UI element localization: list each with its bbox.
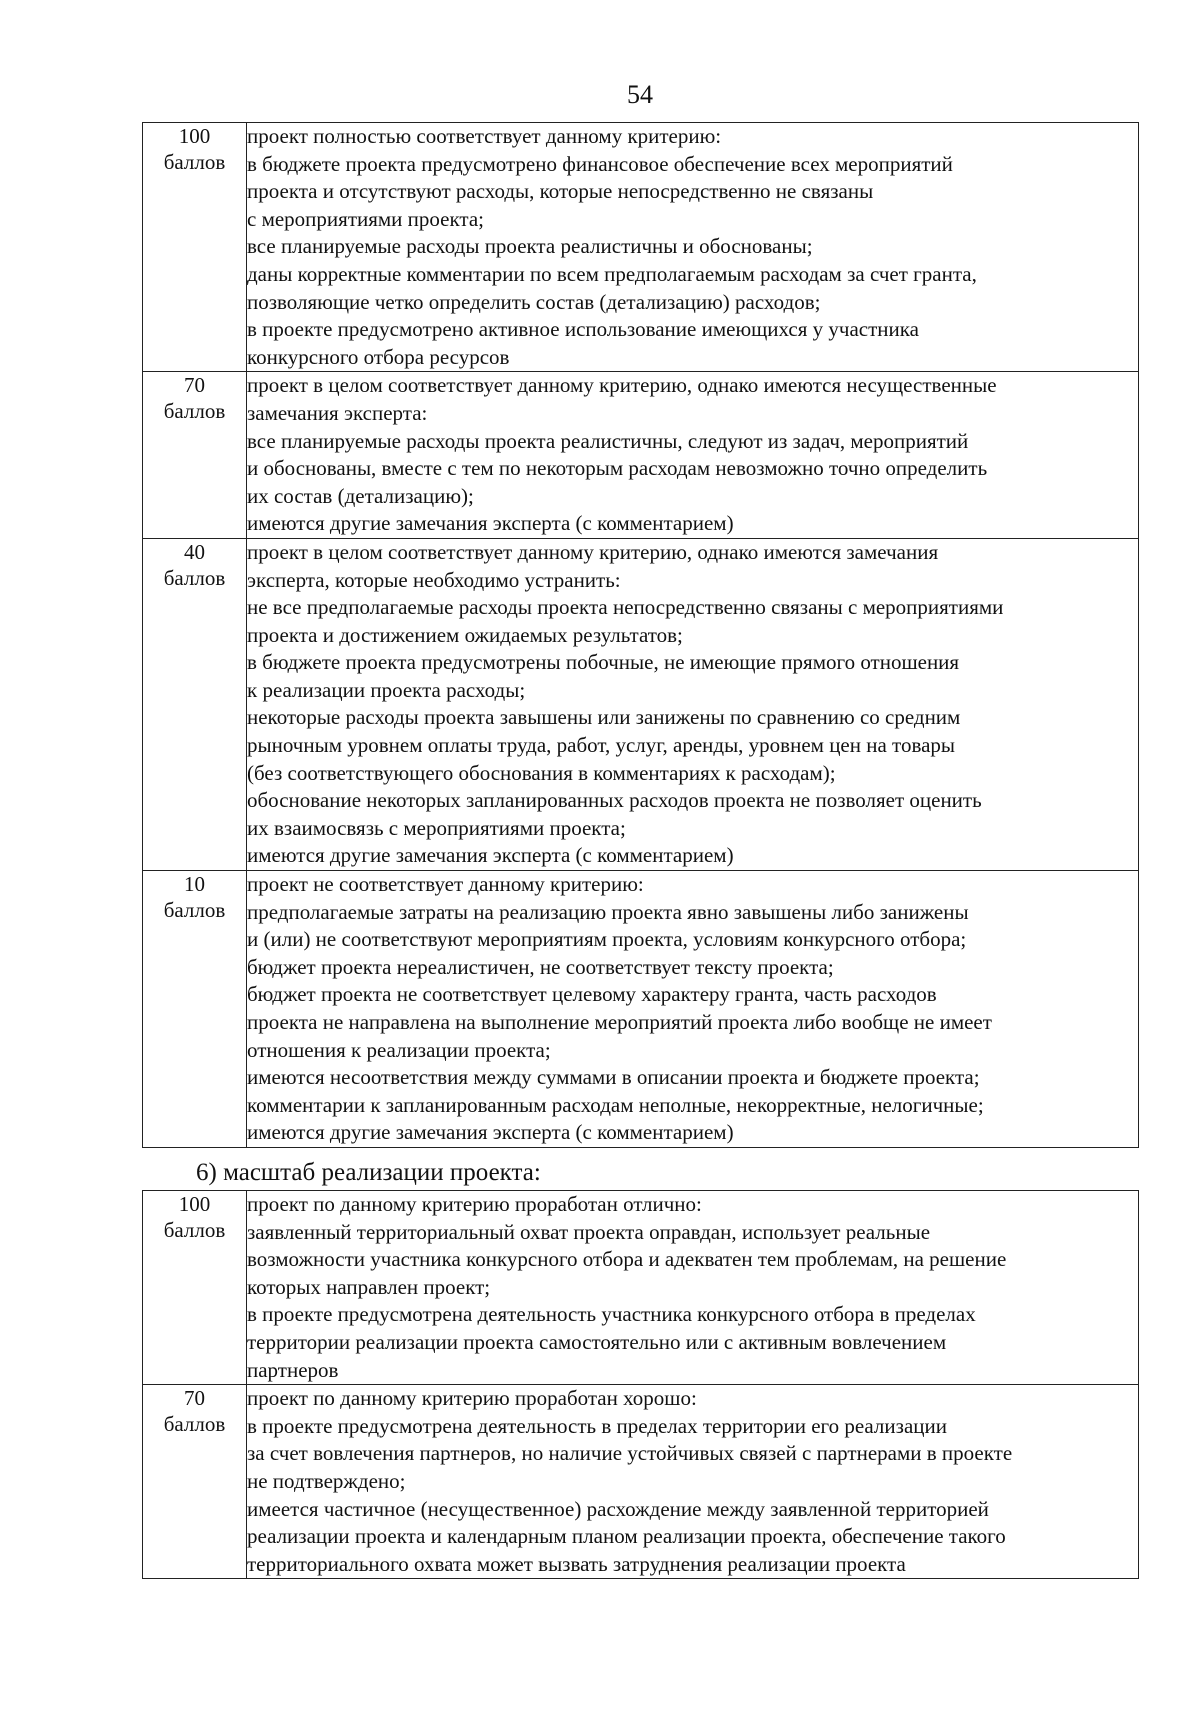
description-line: имеются другие замечания эксперта (с комментарием) <box>247 511 734 536</box>
description-line: эксперта, которые необходимо устранить: <box>247 567 621 592</box>
score-unit: баллов <box>163 150 226 174</box>
description-line: имеются несоответствия между суммами в описании проекта и бюджете проекта; <box>247 1065 980 1090</box>
description-line: отношения к реализации проекта; <box>247 1037 551 1062</box>
description-cell <box>247 372 1139 539</box>
description-line: заявленный территориальный охват проекта оправдан, использует реальные <box>247 1219 931 1244</box>
score-value: 70 <box>184 373 205 398</box>
score-unit: баллов <box>163 898 226 923</box>
description-line: проект полностью соответствует данному критерию: <box>247 124 722 148</box>
description-line: за счет вовлечения партнеров, но наличие устойчивых связей с партнерами в проекте <box>247 1441 1013 1466</box>
score-value: 70 <box>184 1386 205 1411</box>
description-line: некоторые расходы проекта завышены или занижены по сравнению со средним <box>247 705 961 730</box>
criteria-row <box>143 871 1139 1148</box>
description-line: к реализации проекта расходы; <box>247 677 526 702</box>
budget-criteria-table <box>142 122 1139 1148</box>
description-line: замечания эксперта: <box>247 400 428 425</box>
description-line: не все предполагаемые расходы проекта непосредственно связаны с мероприятиями <box>247 595 1004 620</box>
description-cell <box>247 1385 1139 1579</box>
score-unit: баллов <box>163 565 226 590</box>
description-line: проекта и отсутствуют расходы, которые непосредственно не связаны <box>247 179 874 204</box>
description-line: все планируемые расходы проекта реалистичны, следуют из задач, мероприятий <box>247 428 969 453</box>
description-line: и (или) не соответствуют мероприятиям проекта, условиям конкурсного отбора; <box>247 927 967 952</box>
description-line: в проекте предусмотрена деятельность в пределах территории его реализации <box>247 1413 947 1438</box>
score-cell <box>143 372 247 539</box>
score-cell <box>143 871 247 1148</box>
description-line: в проекте предусмотрена деятельность участника конкурсного отбора в пределах <box>247 1302 976 1327</box>
criteria-row <box>143 372 1139 539</box>
description-line: бюджет проекта не соответствует целевому характеру гранта, часть расходов <box>247 982 937 1007</box>
score-unit: баллов <box>163 1218 226 1242</box>
description-line: не подтверждено; <box>247 1468 406 1493</box>
scale-criteria-table <box>142 1190 1139 1579</box>
description-line: в бюджете проекта предусмотрены побочные, не имеющие прямого отношения <box>247 650 960 675</box>
criteria-row <box>143 123 1139 372</box>
description-line: обоснование некоторых запланированных расходов проекта не позволяет оценить <box>247 788 982 813</box>
description-line: (без соответствующего обоснования в комментариях к расходам); <box>247 760 836 785</box>
description-cell <box>247 538 1139 870</box>
description-line: бюджет проекта нереалистичен, не соответствует тексту проекта; <box>247 954 834 979</box>
description-line: возможности участника конкурсного отбора и адекватен тем проблемам, на решение <box>247 1247 1007 1272</box>
description-line: проект не соответствует данному критерию: <box>247 872 644 897</box>
description-line: их состав (детализацию); <box>247 483 474 508</box>
description-cell <box>247 1191 1139 1385</box>
description-line: территории реализации проекта самостоятельно или с активным вовлечением <box>247 1329 947 1354</box>
criteria-row <box>143 1385 1139 1579</box>
score-cell <box>143 538 247 870</box>
page-number: 54 <box>627 80 653 109</box>
description-line: реализации проекта и календарным планом реализации проекта, обеспечение такого <box>247 1524 1006 1549</box>
description-line: даны корректные комментарии по всем предполагаемым расходам за счет гранта, <box>247 261 977 286</box>
description-line: партнеров <box>247 1357 339 1382</box>
description-line: имеются другие замечания эксперта (с комментарием) <box>247 843 734 868</box>
description-line: проект по данному критерию проработан хорошо: <box>247 1386 697 1411</box>
score-unit: баллов <box>163 399 226 424</box>
description-line: все планируемые расходы проекта реалистичны и обоснованы; <box>247 234 813 259</box>
description-cell <box>247 123 1139 372</box>
description-line: проект в целом соответствует данному критерию, однако имеются несущественные <box>247 373 997 398</box>
description-line: их взаимосвязь с мероприятиями проекта; <box>247 815 626 840</box>
score-value: 100 <box>178 1192 211 1216</box>
section-heading: 6) масштаб реализации проекта: <box>196 1159 541 1186</box>
score-unit: баллов <box>163 1412 226 1437</box>
score-cell <box>143 123 247 372</box>
table-body <box>143 1191 1139 1579</box>
description-line: с мероприятиями проекта; <box>247 206 484 231</box>
description-line: рыночным уровнем оплаты труда, работ, услуг, аренды, уровнем цен на товары <box>247 733 956 758</box>
description-line: проект в целом соответствует данному критерию, однако имеются замечания <box>247 539 939 564</box>
criteria-row <box>143 1191 1139 1385</box>
description-line: в проекте предусмотрено активное использование имеющихся у участника <box>247 317 919 342</box>
score-value: 40 <box>184 539 205 564</box>
description-cell <box>247 871 1139 1148</box>
description-line: имеются другие замечания эксперта (с комментарием) <box>247 1120 734 1145</box>
score-value: 100 <box>178 124 211 148</box>
description-line: проект по данному критерию проработан отлично: <box>247 1192 702 1216</box>
description-line: комментарии к запланированным расходам неполные, некорректные, нелогичные; <box>247 1092 984 1117</box>
score-cell <box>143 1191 247 1385</box>
description-line: в бюджете проекта предусмотрено финансовое обеспечение всех мероприятий <box>247 151 953 176</box>
description-line: которых направлен проект; <box>247 1274 491 1299</box>
description-line: конкурсного отбора ресурсов <box>247 344 510 369</box>
description-line: предполагаемые затраты на реализацию проекта явно завышены либо занижены <box>247 899 969 924</box>
description-line: проекта не направлена на выполнение мероприятий проекта либо вообще не имеет <box>247 1010 992 1034</box>
description-line: имеется частичное (несущественное) расхождение между заявленной территорией <box>247 1496 989 1521</box>
criteria-row <box>143 538 1139 870</box>
description-line: позволяющие четко определить состав (детализацию) расходов; <box>247 289 821 314</box>
description-line: и обоснованы, вместе с тем по некоторым расходам невозможно точно определить <box>247 456 988 481</box>
table-body <box>143 123 1139 1148</box>
description-line: территориального охвата может вызвать затруднения реализации проекта <box>247 1551 906 1576</box>
score-value: 10 <box>184 872 205 897</box>
score-cell <box>143 1385 247 1579</box>
description-line: проекта и достижением ожидаемых результатов; <box>247 622 683 647</box>
